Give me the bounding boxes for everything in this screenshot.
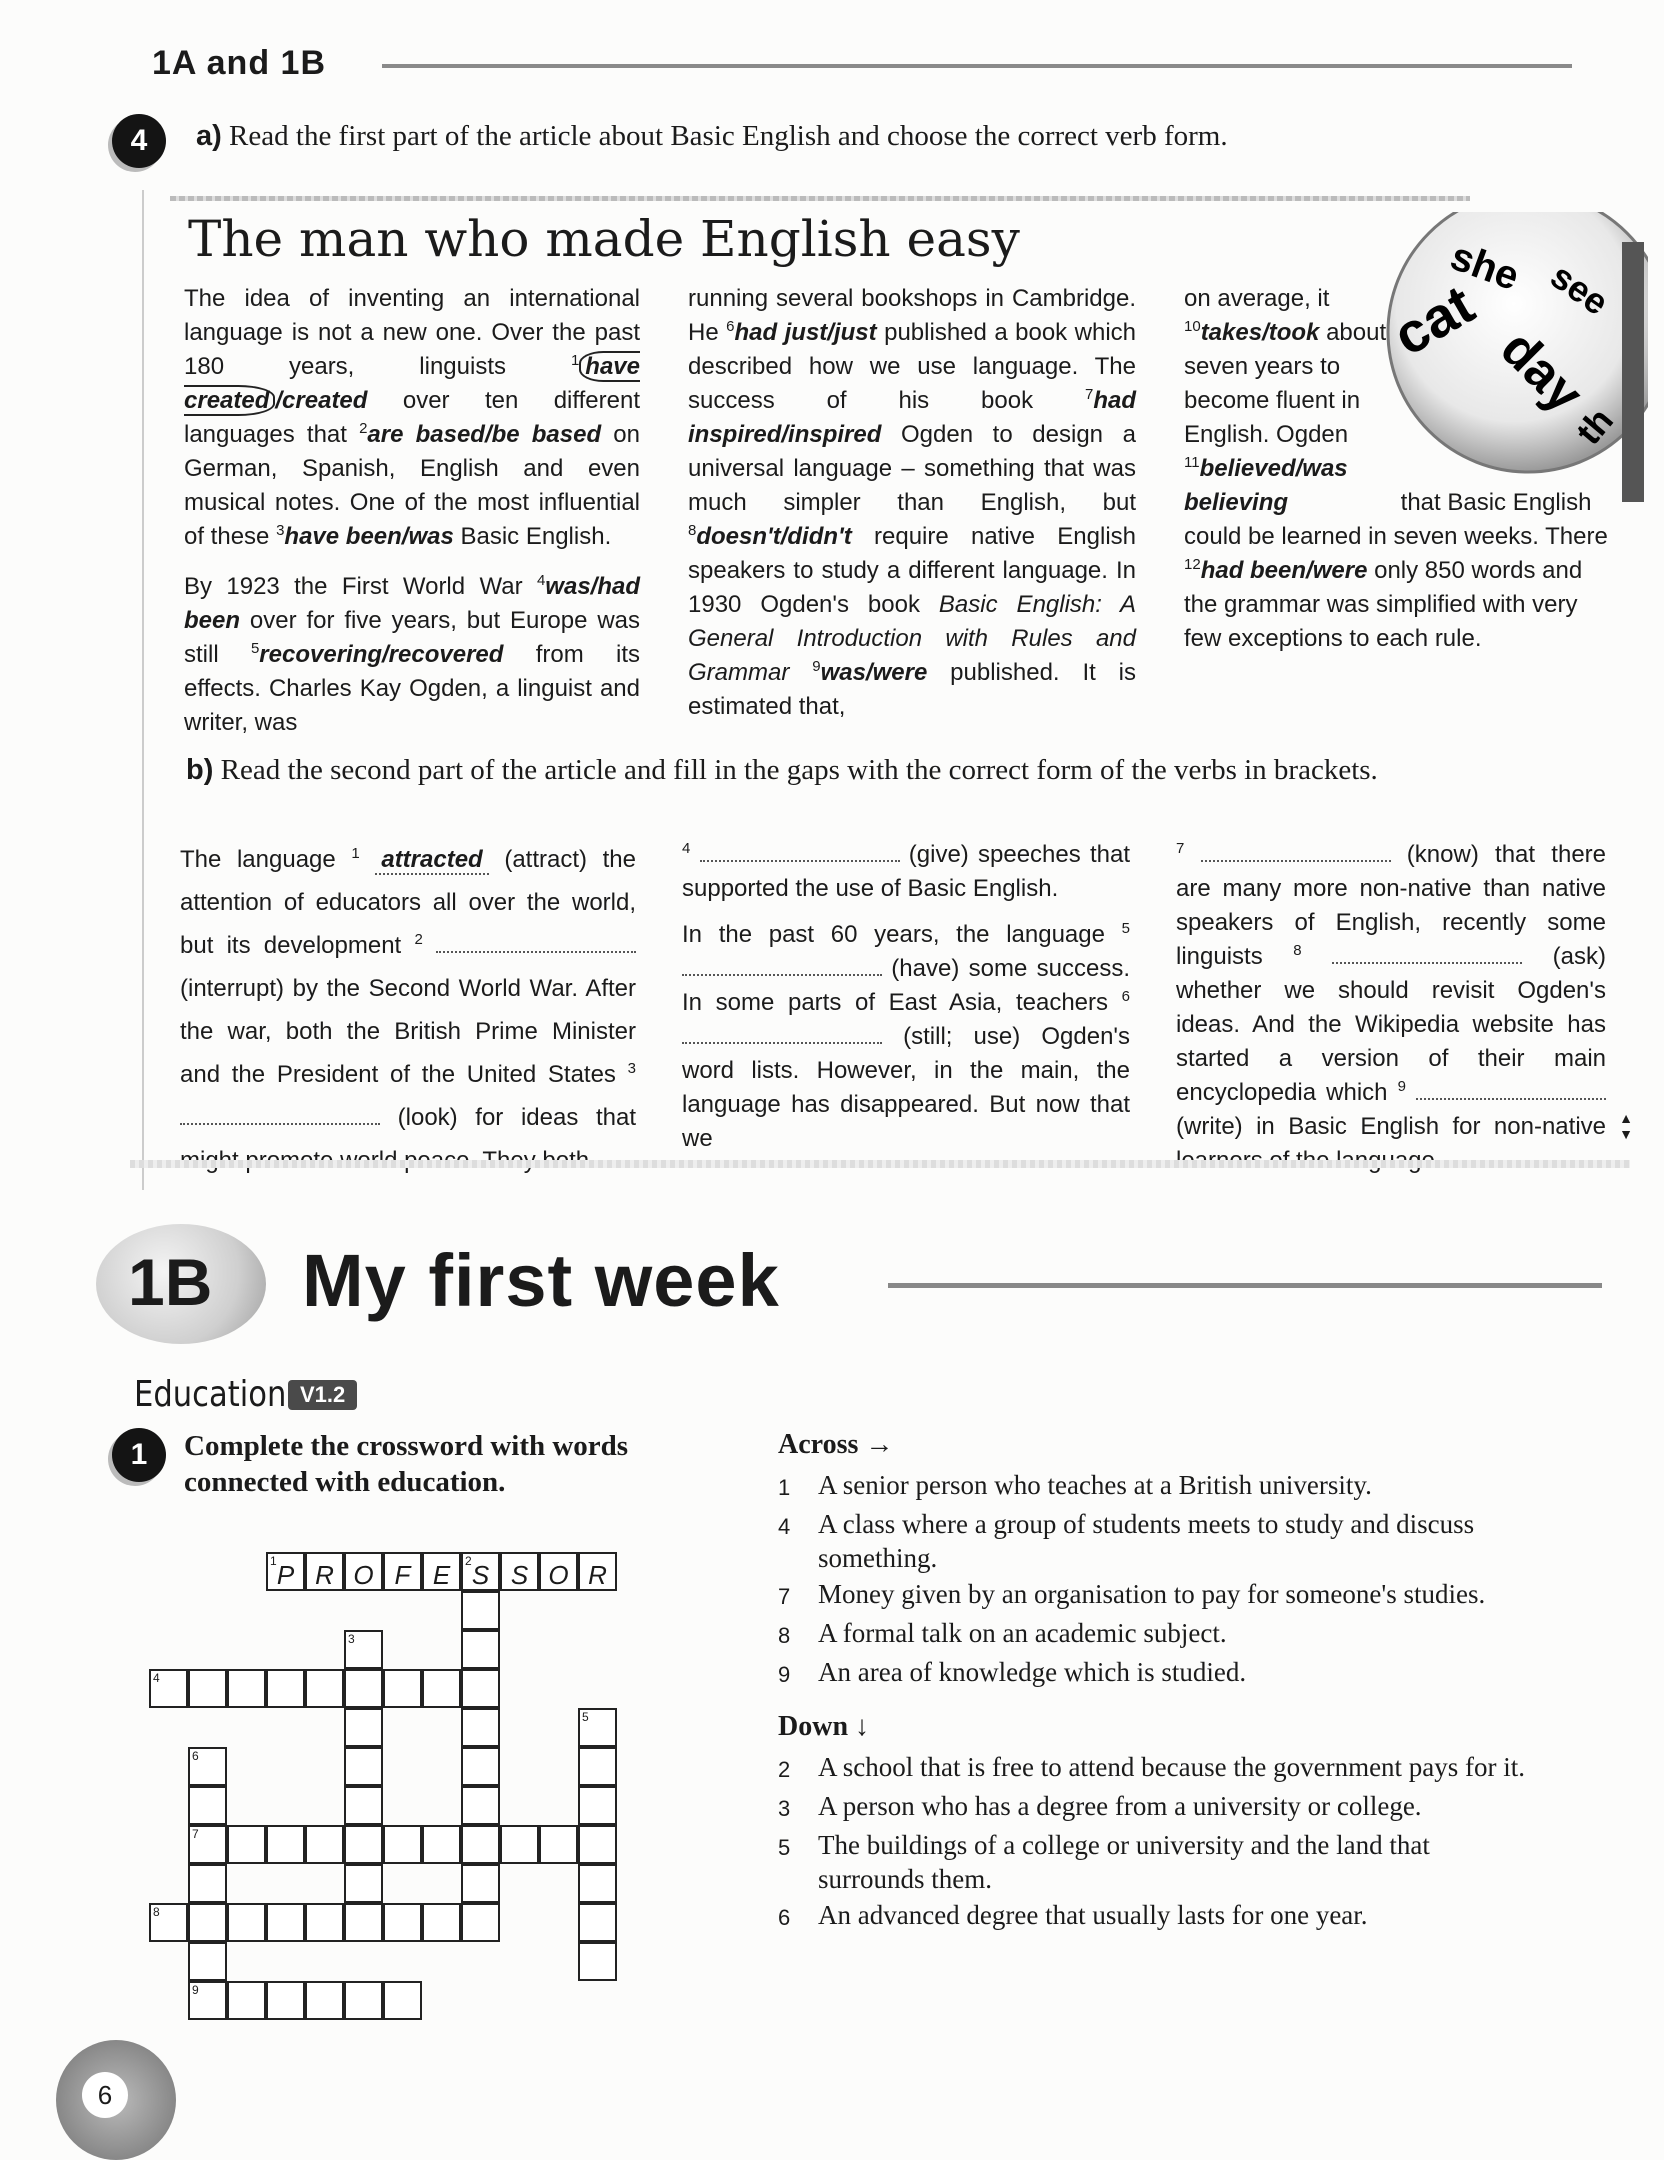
crossword-cell[interactable] [461,1864,500,1903]
magnifier-word-she: she [1444,234,1525,300]
crossword-cell[interactable] [500,1552,539,1591]
magnifier-word-see: see [1543,254,1617,324]
crossword-cell[interactable] [461,1591,500,1630]
across-clue [778,1577,1538,1614]
crossword-cell[interactable] [461,1552,500,1591]
crossword-clue-number: 4 [153,1671,160,1685]
crossword-cell[interactable] [266,1552,305,1591]
choice-11[interactable]: believed/was believing [1184,455,1348,516]
crossword-clue-number: 8 [153,1905,160,1919]
crossword-cell[interactable] [149,1903,188,1942]
across-clue-text: A senior person who teaches at a British university. [818,1470,1372,1500]
crossword-cell[interactable] [266,1903,305,1942]
crossword-cell[interactable] [188,1942,227,1981]
choice-1-selected[interactable]: have created [184,353,640,414]
down-heading: Down ↓ [778,1711,870,1742]
article-top-rule [170,196,1470,201]
choice-2[interactable]: are based/be based [367,421,602,448]
article-column-1: The idea of inventing an international language is not a new one. Over the past 180 years, linguists $^1$ have created /created over ten different languages that $^2$are based/be based on German, Spanish, English and even musical notes. One of the most influential of these $^3$have been/was Basic English. By 1923 the First World War $^4$was/had been over for five years, but Europe was still $^5$recovering/recovered from its effects. Charles Kay Ogden, a linguist and writer, was [184,285,640,736]
down-clue-list [778,1750,1538,1935]
magnifier-word-cat: cat [1382,272,1485,368]
crossword-cell[interactable] [383,1903,422,1942]
crossword-cell[interactable] [539,1825,578,1864]
crossword-cell[interactable] [344,1981,383,2020]
crossword-clue-number: 2 [465,1554,472,1568]
crossword-clues [778,1428,1538,1937]
crossword-letter: E [432,1560,451,1590]
gap-4[interactable] [700,838,900,862]
page-number: 6 [82,2072,128,2118]
crossword-cell[interactable] [461,1669,500,1708]
crossword-cell[interactable] [344,1864,383,1903]
vocabulary-reference-tag: V1.2 [288,1380,357,1410]
crossword-cell[interactable] [461,1903,500,1942]
crossword-cell[interactable] [578,1552,617,1591]
crossword-cell[interactable] [344,1552,383,1591]
across-clue-list [778,1468,1538,1692]
crossword-cell[interactable] [461,1708,500,1747]
crossword-cell[interactable] [188,1825,227,1864]
across-clue [778,1468,1538,1505]
gap-1-answer[interactable]: attracted [375,846,488,875]
crossword-cell[interactable] [422,1825,461,1864]
crossword-cell[interactable] [305,1825,344,1864]
across-clue-text: A formal talk on an academic subject. [818,1618,1227,1648]
crossword-cell[interactable] [578,1903,617,1942]
crossword-cell[interactable] [344,1903,383,1942]
gap-3[interactable] [180,1101,380,1125]
exercise-1-number: 1 [112,1428,166,1482]
crossword-cell[interactable] [344,1786,383,1825]
crossword-cell[interactable] [305,1981,344,2020]
part-b-text: Read the second part of the article and fill in the gaps with the correct form of the verbs in brackets. [220,754,1378,786]
crossword-cell[interactable] [188,1864,227,1903]
choice-8[interactable]: doesn't/didn't [696,523,852,550]
crossword-cell[interactable] [578,1942,617,1981]
across-clue-text: An area of knowledge which is studied. [818,1657,1247,1687]
down-clue [778,1898,1538,1935]
choice-12[interactable]: had been/were [1200,557,1368,584]
choice-3[interactable]: have been/was [284,523,454,550]
crossword-cell[interactable] [188,1747,227,1786]
across-clue [778,1655,1538,1692]
crossword-clue-number: 5 [582,1710,589,1724]
across-heading: Across → [778,1429,894,1460]
crossword-cell[interactable] [383,1825,422,1864]
crossword-cell[interactable] [266,1669,305,1708]
crossword-cell[interactable] [461,1825,500,1864]
crossword-cell[interactable] [578,1864,617,1903]
crossword-cell[interactable] [578,1708,617,1747]
across-clue-text: Money given by an organisation to pay for someone's studies. [818,1579,1486,1609]
choice-6[interactable]: had just/just [734,319,877,346]
scroll-arrows [1618,1110,1634,1142]
across-clue-number: 7 [778,1584,791,1609]
crossword-cell[interactable] [461,1747,500,1786]
article-title: The man who made English easy [188,210,1020,268]
down-clue-text: A school that is free to attend because the government pays for it. [818,1752,1526,1782]
crossword-cell[interactable] [227,1669,266,1708]
down-clue [778,1789,1538,1826]
scroll-down-icon: ▼ [1619,1126,1633,1142]
crossword-letter: S [471,1560,490,1590]
vocabulary-heading: Education [134,1374,287,1415]
crossword-cell[interactable] [344,1747,383,1786]
crossword-cell[interactable] [149,1669,188,1708]
part-b-letter: b) [186,754,214,786]
crossword-clue-number: 1 [270,1554,277,1568]
crossword-cell[interactable] [539,1552,578,1591]
down-clue-text: The buildings of a college or university and the land that surrounds them. [818,1830,1430,1894]
across-clue-number: 1 [778,1475,791,1500]
crossword-clue-number: 7 [192,1827,199,1841]
crossword-cell[interactable] [578,1825,617,1864]
part-a-text: Read the first part of the article about Basic English and choose the correct verb form. [229,120,1228,152]
gap-8[interactable] [1332,940,1522,964]
header-rule [382,64,1572,68]
section-title-rule [888,1283,1602,1288]
down-clue-number: 2 [778,1757,791,1782]
crossword-cell[interactable] [188,1981,227,2020]
across-clue-number: 9 [778,1662,791,1687]
crossword-cell[interactable] [578,1747,617,1786]
crossword-cell[interactable] [305,1903,344,1942]
down-clue-number: 6 [778,1905,791,1930]
crossword-letter: P [276,1560,295,1590]
crossword-letter: R [588,1560,607,1590]
crossword-cell[interactable] [188,1786,227,1825]
crossword-letter: F [394,1560,411,1590]
magnifier-word-th: th [1567,399,1621,453]
crossword-cell[interactable] [383,1981,422,2020]
crossword-cell[interactable] [344,1825,383,1864]
magnifying-glass-illustration [1378,212,1648,502]
crossword-cell[interactable] [422,1903,461,1942]
choice-9[interactable]: was/were [820,659,928,686]
across-clue-number: 8 [778,1623,791,1648]
gap-9[interactable] [1416,1076,1606,1100]
down-clue [778,1750,1538,1787]
crossword-cell[interactable] [227,1825,266,1864]
crossword-letter: O [353,1560,374,1590]
down-clue [778,1828,1538,1896]
choice-5[interactable]: recovering/recovered [259,641,504,668]
exercise-4b-instruction [186,754,1606,787]
section-label: 1A and 1B [152,44,327,82]
crossword-clue-number: 3 [348,1632,355,1646]
crossword-cell[interactable] [266,1825,305,1864]
crossword-cell[interactable] [305,1552,344,1591]
crossword-cell[interactable] [500,1825,539,1864]
across-clue [778,1616,1538,1653]
crossword-cell[interactable] [422,1552,461,1591]
crossword-cell[interactable] [383,1552,422,1591]
crossword-cell[interactable] [227,1981,266,2020]
gapfill-column-2: $^4$ (give) speeches that supported the use of Basic English. In the past 60 years, the language $^5$ (have) some success. In some parts of East Asia, teachers $^6$ (still; use) Ogden's word lists. However, in the main, the language has disappeared. But now that we [682,840,1130,1152]
crossword-letter: O [548,1560,569,1590]
crossword-cell[interactable] [422,1669,461,1708]
choice-7[interactable]: had inspired/inspired [688,387,1136,448]
article-column-2: running several bookshops in Cambridge. He $^6$had just/just published a book which described how we use language. The success of his book $^7$had inspired/inspired Ogden to design a universal language – something that was much simpler than English, but $^8$doesn't/didn't require native English speakers to study a different language. In 1930 Ogden's book Basic English: A General Introduction with Rules and Grammar $^9$was/were published. It is estimated that, [688,285,1137,720]
choice-4[interactable]: was/had been [184,573,640,634]
crossword-cell[interactable] [188,1903,227,1942]
part-a-letter: a) [196,120,222,152]
across-clue-number: 4 [778,1514,791,1539]
magnifier-word-day: day [1489,319,1594,424]
section-badge-label: 1B [128,1245,213,1319]
crossword-letter: R [315,1560,334,1590]
down-clue-text: An advanced degree that usually lasts for one year. [818,1900,1368,1930]
crossword-cell[interactable] [227,1903,266,1942]
crossword-cell[interactable] [344,1669,383,1708]
across-clue [778,1507,1538,1575]
choice-10[interactable]: takes/took [1200,319,1320,346]
gap-2[interactable] [436,929,636,953]
section-title: My first week [302,1239,780,1322]
gapfill-column-1: The language $^1$ attracted (attract) the attention of educators all over the world, but its development $^2$ (interrupt) by the Second World War. After the war, both the British Prime Minister and the President of the United States $^3$ (look) for ideas that [180,845,636,1131]
down-clue-number: 3 [778,1796,791,1821]
exercise-4-number: 4 [112,114,166,168]
crossword-cell[interactable] [266,1981,305,2020]
down-clue-number: 5 [778,1835,791,1860]
crossword-cell[interactable] [461,1786,500,1825]
crossword-cell[interactable] [188,1669,227,1708]
crossword-cell[interactable] [383,1669,422,1708]
crossword-cell[interactable] [578,1786,617,1825]
exercise-4a-instruction [196,120,1396,153]
across-clue-text: A class where a group of students meets to study and discuss something. [818,1509,1475,1573]
scroll-up-icon: ▲ [1619,1110,1633,1126]
down-clue-text: A person who has a degree from a university or college. [818,1791,1422,1821]
gap-7[interactable] [1201,838,1391,862]
crossword-clue-number: 6 [192,1749,199,1763]
gapfill-column-3: $^7$ (know) that there are many more non-native than native speakers of English, recently some linguists $^8$ (ask) whether we should revisit Ogden's ideas. And the Wikipedia website has started a version of their main encyclopedia which $^9$ (write) in Basic English for non-native [1176,840,1607,1140]
exercise-1-instruction: Complete the crossword with words connected with education. [184,1430,629,1498]
crossword-clue-number: 9 [192,1983,199,1997]
gap-6[interactable] [682,1020,882,1044]
article-bottom-rule [130,1160,1630,1168]
article-column-3: on average, it $^{10}$takes/took about seven years to become fluent in English. Ogden $^{11}$believed/was believing that Basic English could be learned in seven weeks. There $^{12}$had been/were only 850 words and the grammar was simplified with very few exceptions to each rule. [1184,285,1608,652]
crossword-cell[interactable] [305,1669,344,1708]
crossword-cell[interactable] [461,1630,500,1669]
crossword-cell[interactable] [344,1630,383,1669]
crossword-cell[interactable] [344,1708,383,1747]
gap-5[interactable] [682,952,882,976]
crossword-letter: S [510,1560,529,1590]
